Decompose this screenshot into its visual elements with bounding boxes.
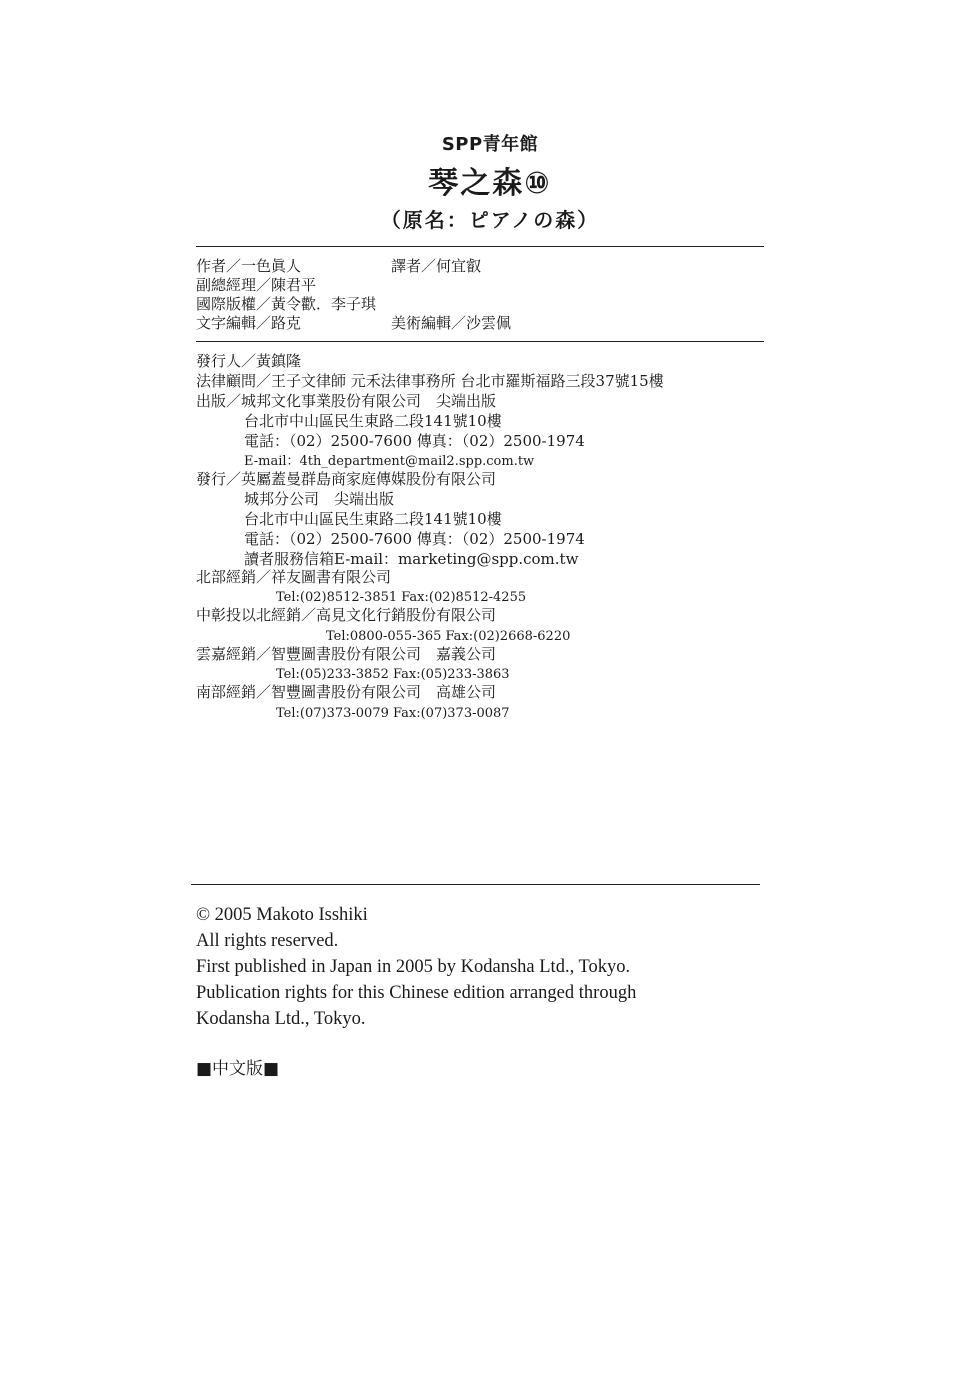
north-distributor-tel: Tel:(02)8512-3851 Fax:(02)8512-4255 [276,590,527,605]
edition-mark: ■中文版■ [196,1059,280,1079]
yunjia-distributor-tel: Tel:(05)233-3852 Fax:(05)233-3863 [276,667,510,682]
distribution-address: 台北市中山區民生東路二段141號10樓 [244,510,502,528]
art-editor-credit: 美術編輯／沙雲佩 [391,314,512,332]
divider-top [196,246,764,247]
copyright-block [196,902,636,1032]
copyright-line: © 2005 Makoto Isshiki [196,905,368,925]
divider-middle [196,341,764,342]
distribution-email: 讀者服務信箱E-mail：marketing@spp.com.tw [244,550,579,568]
central-distributor: 中彰投以北經銷／高見文化行銷股份有限公司 [196,606,497,624]
print-email: E-mail：4th_department@mail2.spp.com.tw [244,454,535,469]
rights-credit: 國際版權／黃令歡．李子琪 [196,295,377,313]
rights-reserved-line: All rights reserved. [196,931,339,951]
divider-bottom [191,884,760,885]
print-label: 出版／城邦文化事業股份有限公司 尖端出版 [196,392,497,410]
central-distributor-tel: Tel:0800-055-365 Fax:(02)2668-6220 [326,629,571,644]
distribution-branch: 城邦分公司 尖端出版 [244,490,395,508]
author-credit: 作者／一色眞人 [196,257,302,275]
kodansha-line: Kodansha Ltd., Tokyo. [196,1009,366,1029]
deputy-gm-credit: 副總經理／陳君平 [196,276,317,294]
print-phone: 電話：（02）2500-7600 傳真：（02）2500-1974 [244,432,585,450]
south-distributor: 南部經銷／智豐圖書股份有限公司 高雄公司 [196,683,497,701]
text-editor-credit: 文字編輯／路克 [196,314,302,332]
north-distributor: 北部經銷／祥友圖書有限公司 [196,568,392,586]
publisher-line: 發行人／黃鎮隆 [196,352,302,370]
south-distributor-tel: Tel:(07)373-0079 Fax:(07)373-0087 [276,706,510,721]
original-title: （原名：ピアノの森） [380,208,600,232]
legal-line: 法律顧問／王子文律師 元禾法律事務所 台北市羅斯福路三段37號15樓 [196,372,664,390]
publication-rights-line: Publication rights for this Chinese edition arranged through [196,983,637,1003]
first-published-line: First published in Japan in 2005 by Kodansha Ltd., Tokyo. [196,957,631,977]
distribution-label: 發行／英屬蓋曼群島商家庭傳媒股份有限公司 [196,470,497,488]
series-name: SPP青年館 [441,134,539,155]
book-title: 琴之森⑩ [428,166,552,201]
print-address: 台北市中山區民生東路二段141號10樓 [244,412,502,430]
distribution-phone: 電話：（02）2500-7600 傳真：（02）2500-1974 [244,530,585,548]
translator-credit: 譯者／何宜叡 [391,257,482,275]
yunjia-distributor: 雲嘉經銷／智豐圖書股份有限公司 嘉義公司 [196,645,497,663]
